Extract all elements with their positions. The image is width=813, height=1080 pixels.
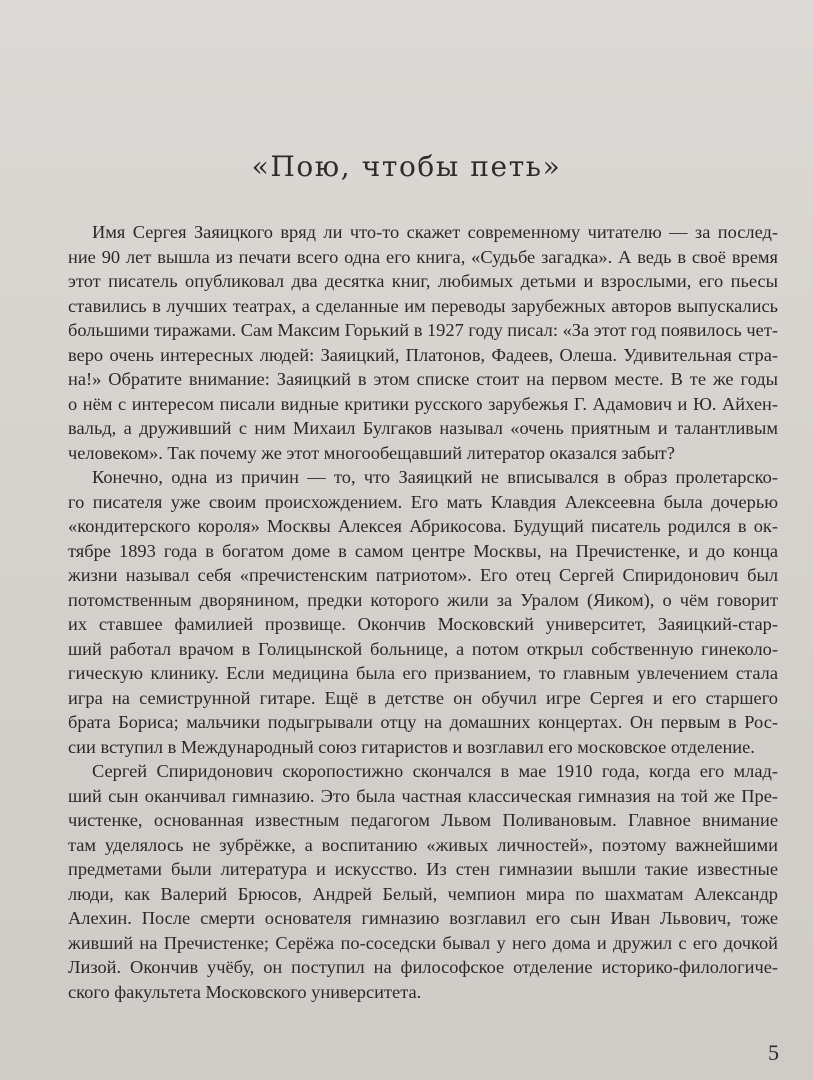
text-line: ставились в лучших театрах, а сделанные им переводы зарубежных авторов выпускались — [68, 295, 778, 316]
text-line: сии вступил в Международный союз гитаристов и возглавил его московское отделение. — [68, 736, 755, 757]
text-line: гическую клинику. Если медицина была его призванием, то главным увлечением стала — [68, 663, 778, 683]
page-number: 5 — [768, 1040, 779, 1065]
text-line: Имя Сергея Заяицкого вряд ли что-то скажет современному читателю — за послед- — [92, 222, 778, 242]
text-line: игра на семиструнной гитаре. Ещё в детстве он обучил игре Сергея и его старшего — [68, 687, 778, 708]
text-line: Алехин. После смерти основателя гимназию возглавил его сын Иван Львович, тоже — [68, 908, 778, 928]
paragraph-1 — [68, 220, 778, 465]
text-line: потомственным дворянином, предки которого жили за Уралом (Яиком), о чём говорит — [68, 589, 778, 610]
text-line: ший работал врачом в Голицынской больнице, а потом открыл собственную гинеколо- — [68, 638, 778, 659]
body-text — [68, 220, 778, 1004]
text-line: на!» Обратите внимание: Заяицкий в этом списке стоит на первом месте. В те же годы — [68, 369, 778, 389]
text-line: живший на Пречистенке; Серёжа по-соседски бывал у него дома и дружил с его дочкой — [68, 932, 778, 953]
text-line: люди, как Валерий Брюсов, Андрей Белый, чемпион мира по шахматам Александр — [68, 883, 778, 904]
text-line: большими тиражами. Сам Максим Горький в 1927 году писал: «За этот год появилось чет- — [68, 320, 778, 340]
text-line: предметами были литература и искусство. Из стен гимназии вышли такие известные — [68, 859, 778, 879]
text-line: Конечно, одна из причин — то, что Заяицкий не вписывался в образ пролетарско- — [92, 467, 778, 487]
text-line: го писателя уже своим происхождением. Его мать Клавдия Алексеевна была дочерью — [68, 491, 778, 512]
text-line: чистенке, основанная известным педагогом Львом Поливановым. Главное внимание — [68, 810, 778, 830]
text-line: тябре 1893 года в богатом доме в самом центре Москвы, на Пречистенке, и до конца — [68, 540, 778, 561]
text-line: ние 90 лет вышла из печати всего одна его книга, «Судьбе загадка». А ведь в своё время — [68, 246, 778, 267]
text-line: «кондитерского короля» Москвы Алексея Абрикосова. Будущий писатель родился в ок- — [68, 516, 778, 536]
text-line: о нём с интересом писали видные критики русского зарубежья Г. Адамович и Ю. Айхен- — [68, 393, 778, 414]
text-line: этот писатель опубликовал два десятка книг, любимых детьми и взрослыми, его пьесы — [68, 271, 778, 291]
text-line: их ставшее фамилией прозвище. Окончив Московский университет, Заяицкий-стар- — [68, 614, 778, 634]
text-line: человеком». Так почему же этот многообещавший литератор оказался забыт? — [68, 442, 675, 463]
text-line: брата Бориса; мальчики подыгрывали отцу на домашних концертах. Он первым в Рос- — [68, 712, 778, 732]
chapter-title: «Пою, чтобы петь» — [251, 150, 562, 183]
text-line: вальд, а друживший с ним Михаил Булгаков называл «очень приятным и талантливым — [68, 418, 778, 438]
text-line: Лизой. Окончив учёбу, он поступил на философское отделение историко-филологиче- — [68, 957, 778, 977]
text-line: жизни называл себя «пречистенским патриотом». Его отец Сергей Спиридонович был — [68, 565, 778, 585]
paragraph-3 — [68, 759, 778, 1004]
text-line: ший сын оканчивал гимназию. Это была частная классическая гимназия на той же Пре- — [68, 785, 778, 806]
text-line: ского факультета Московского университета. — [68, 981, 422, 1002]
text-line: там уделялось не зубрёжке, а воспитанию «живых личностей», поэтому важнейшими — [68, 834, 778, 855]
text-line: Сергей Спиридонович скоропостижно скончался в мае 1910 года, когда его млад- — [92, 761, 778, 781]
paragraph-2 — [68, 465, 778, 759]
text-line: веро очень интересных людей: Заяицкий, Платонов, Фадеев, Олеша. Удивительная стра- — [68, 344, 778, 365]
